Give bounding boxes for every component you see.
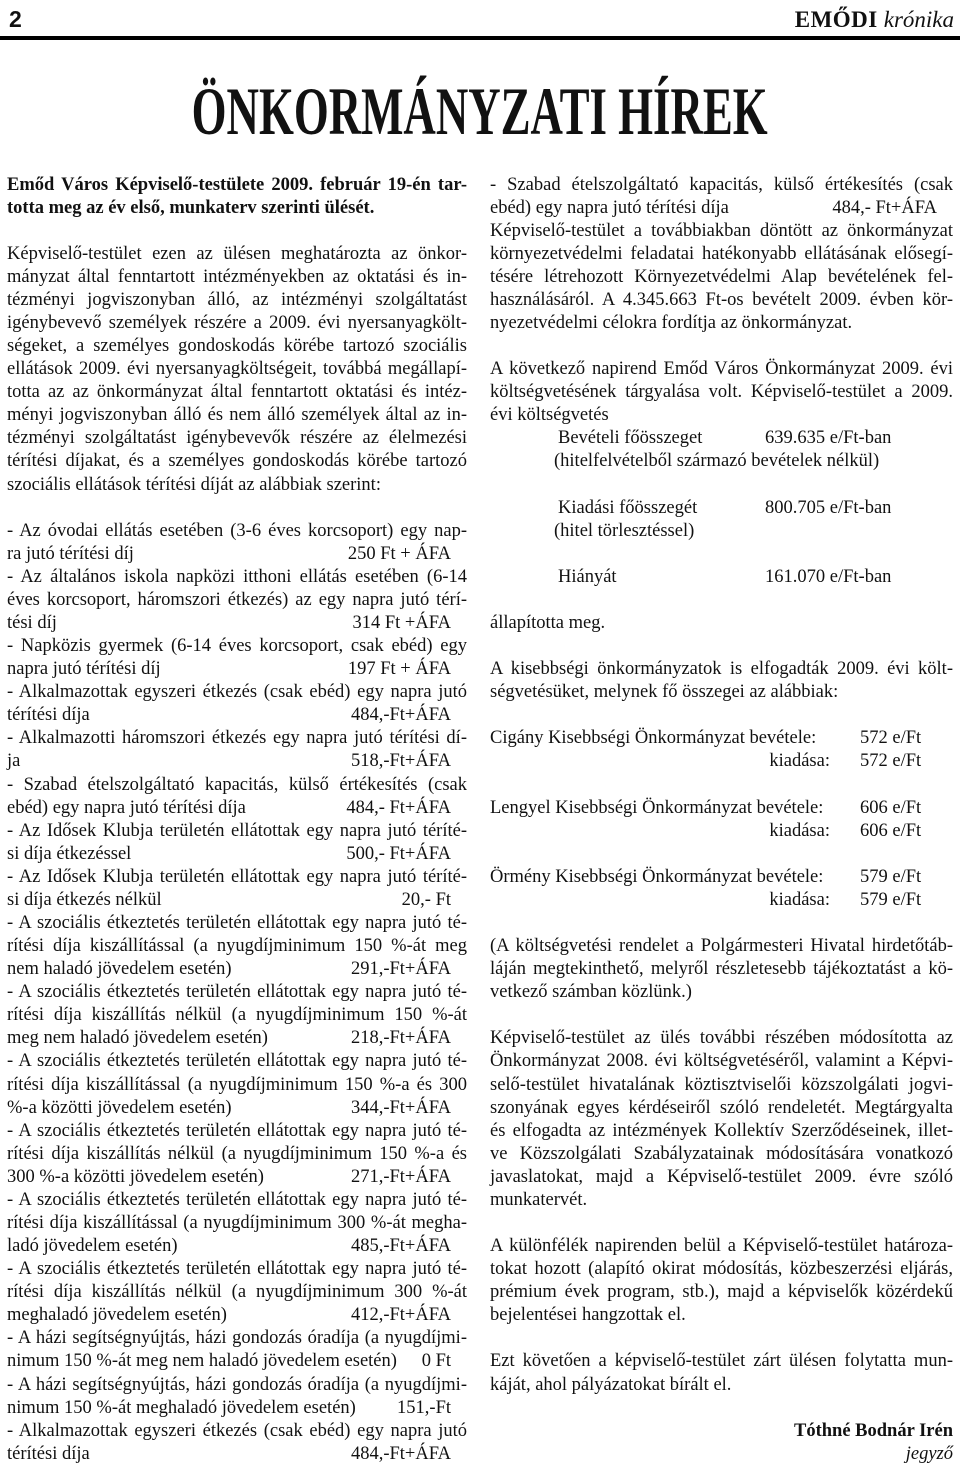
minority-expense-label: kiadása: <box>769 889 830 910</box>
text-line <box>7 381 467 404</box>
minority-expense-row <box>490 889 953 912</box>
text-line <box>7 1304 467 1327</box>
text-line <box>490 1304 953 1327</box>
fee-price: 412,-Ft+ÁFA <box>350 1305 451 1326</box>
page-title-text: ÖNKORMÁNYZATI HÍREK <box>192 73 768 149</box>
blank-line <box>490 1327 953 1350</box>
text-line <box>7 1443 467 1466</box>
line-text: (A költségvetési rendelet a Polgármesteri Hivatal hirdetőtáb- <box>490 936 953 957</box>
text-line <box>490 174 953 197</box>
signature-role-row <box>490 1443 953 1466</box>
text-line <box>7 1397 467 1420</box>
line-text: láján megtekinthető, melyről részletesebb tájékoztatást a kö- <box>490 959 953 980</box>
fee-text: ladó jövedelem esetén) <box>7 1236 178 1257</box>
fee-text: - Az általános iskola napközi itthoni ellátás esetében (6-14 <box>7 566 467 587</box>
line-text: káját, ahol pályázatokat bírált el. <box>490 1374 732 1395</box>
fee-price: 291,-Ft+ÁFA <box>350 959 451 980</box>
line-text: ellátások 2009. évi nyersanyagköltségeit, továbbá megállapí- <box>7 359 467 380</box>
minority-income-value: 572 e/Ft <box>860 728 922 749</box>
line-text: prémium évek program, stb.), majd a képviselők közérdekű <box>490 1282 953 1303</box>
minority-income-value: 606 e/Ft <box>860 797 922 818</box>
text-line <box>7 727 467 750</box>
text-line <box>7 820 467 843</box>
line-text: Képviselő-testület a továbbiakban döntött az önkormányzat <box>490 220 953 241</box>
text-line <box>7 843 467 866</box>
text-line <box>490 358 953 381</box>
line-text: Ezt követően a képviselő-testület zárt ülésen folytatta mun- <box>490 1351 953 1372</box>
fee-item <box>7 866 467 912</box>
text-line <box>7 243 467 266</box>
fee-text: rítési díja kiszállítás nélkül (a nyugdíjminimum 300 %-át <box>7 1282 467 1303</box>
text-line <box>7 635 467 658</box>
line-text: tézményi jogviszonyban álló, az intézményi szolgáltatást <box>7 289 467 310</box>
line-text: totta meg az év első, munkaterv szerinti ülését. <box>7 197 375 218</box>
text-line <box>7 1097 467 1120</box>
fee-text: rítési díja kiszállítás nélkül (a nyugdíjminimum 150 %-a és <box>7 1143 467 1164</box>
fee-text: ra jutó térítési díj <box>7 543 134 564</box>
text-line <box>490 1235 953 1258</box>
closed-session-paragraph <box>490 1350 953 1396</box>
text-line <box>490 1166 953 1189</box>
text-line <box>490 1374 953 1397</box>
text-line <box>7 566 467 589</box>
text-line <box>7 197 467 220</box>
blank-line <box>490 474 953 497</box>
fee-text: ebéd) egy napra jutó térítési díja <box>7 797 246 818</box>
line-text: térítési díjakat, és a személyes gondoskodás körébe tartozó <box>7 451 467 472</box>
budget-deficit-row <box>490 566 953 589</box>
text-line <box>7 335 467 358</box>
minority-income-value: 579 e/Ft <box>860 866 922 887</box>
fee-text: - Napközis gyermek (6-14 éves korcsoport, csak ebéd) egy <box>7 636 467 657</box>
fee-price: 344,-Ft+ÁFA <box>350 1097 451 1118</box>
minority-expense-label: kiadása: <box>769 820 830 841</box>
fee-item <box>7 681 467 727</box>
budget-closing <box>490 612 953 635</box>
fee-text: napra jutó térítési díj <box>7 659 161 680</box>
text-line <box>490 958 953 981</box>
blank-line <box>490 635 953 658</box>
text-line <box>490 1281 953 1304</box>
text-line <box>7 474 467 497</box>
fee-item <box>7 635 467 681</box>
fee-text: - A szociális étkeztetés területén ellátottak egy napra jutó té- <box>7 913 467 933</box>
fee-text: meg nem haladó jövedelem esetén) <box>7 1028 268 1049</box>
fee-item <box>7 1189 467 1258</box>
text-line <box>490 1074 953 1097</box>
minority-income-row <box>490 866 953 889</box>
text-line <box>490 1097 953 1120</box>
fee-price: 218,-Ft+ÁFA <box>350 1028 451 1049</box>
header-rule <box>0 36 960 40</box>
line-text: évi költségvetés <box>490 405 609 426</box>
text-line <box>7 358 467 381</box>
fee-item <box>7 727 467 773</box>
line-text: igénybevevő személyek részére a 2009. évi nyersanyagkölt- <box>7 312 467 333</box>
fee-price: 484,- Ft+ÁFA <box>346 797 451 818</box>
signatory-name: Tóthné Bodnár Irén <box>794 1420 953 1441</box>
fee-text: térítési díja <box>7 705 90 726</box>
fee-text: ebéd) egy napra jutó térítési díja <box>490 197 729 218</box>
budget-expense-value: 800.705 e/Ft-ban <box>765 497 892 518</box>
line-text: tokat hozott (alapító okirat módosítás, közbeszerzési eljárás, <box>490 1259 953 1280</box>
line-text: munkatervét. <box>490 1189 588 1210</box>
fee-text: - A szociális étkeztetés területén ellátottak egy napra jutó té- <box>7 1120 467 1141</box>
fee-price: 271,-Ft+ÁFA <box>350 1166 451 1187</box>
fee-text: - A szociális étkeztetés területén ellátottak egy napra jutó té- <box>7 982 467 1003</box>
fee-price: 484,-Ft+ÁFA <box>350 705 451 726</box>
fee-text: - Alkalmazottak egyszeri étkezés (csak ebéd) egy napra jutó <box>7 1420 467 1441</box>
fee-text: tési díj <box>7 612 57 633</box>
line-text: bejelentései hangzottak el. <box>490 1305 686 1326</box>
line-text: környezetvédelmi feladatai hatékonyabb ellátásának elősegí- <box>490 243 953 264</box>
fee-text: meghaladó jövedelem esetén) <box>7 1305 227 1326</box>
budget-expense-row <box>490 497 953 520</box>
text-line <box>490 681 953 704</box>
fee-text: 300 %-a közötti jövedelem esetén) <box>7 1166 264 1187</box>
line-text: Emőd Város Képviselő-testülete 2009. február 19-én tar- <box>7 174 467 195</box>
line-text: Képviselő-testület az ülés további részében módosította az <box>490 1028 953 1049</box>
text-line <box>7 681 467 704</box>
blank-line <box>490 912 953 935</box>
text-line <box>490 404 953 427</box>
fee-price: 485,-Ft+ÁFA <box>350 1236 451 1257</box>
fee-item <box>7 774 467 820</box>
budget-deficit-value: 161.070 e/Ft-ban <box>765 566 892 587</box>
blank-line <box>490 843 953 866</box>
text-line <box>490 981 953 1004</box>
blank-line <box>490 1004 953 1027</box>
budget-revenue-note-text: (hitelfelvételből származó bevételek nélkül) <box>554 451 880 472</box>
brand-name: EMŐDI <box>794 7 878 32</box>
fee-text: - Szabad ételszolgáltató kapacitás, külső értékesítés (csak <box>7 774 467 795</box>
fee-price: 314 Ft +ÁFA <box>352 612 451 633</box>
right-column <box>490 174 953 1466</box>
fee-text: éves korcsoport, háromszori étkezés) az egy napra jutó térí- <box>7 589 467 610</box>
page-number: 2 <box>9 6 22 32</box>
line-text: szonyának egyes kérdéseiről szóló rendeletét. Megtárgyalta <box>490 1097 953 1118</box>
text-line <box>490 1050 953 1073</box>
minority-income-row <box>490 797 953 820</box>
fee-price: 500,- Ft+ÁFA <box>346 843 451 864</box>
text-line <box>7 1327 467 1350</box>
left-column <box>7 174 467 1466</box>
text-line <box>7 704 467 727</box>
line-text: ve Közszolgálati Szabályzatainak módosítására vonatkozó <box>490 1143 953 1164</box>
text-line <box>7 981 467 1004</box>
minority-expense-value: 572 e/Ft <box>860 751 922 772</box>
text-line <box>7 935 467 958</box>
fee-text: si díja étkezés nélkül <box>7 889 162 910</box>
fee-text: rítési díja kiszállítással (a nyugdíjminimum 150 %-a és 300 <box>7 1074 467 1095</box>
fee-text: rítési díja kiszállítással (a nyugdíjminimum 300 %-át megha- <box>7 1213 467 1234</box>
text-line <box>7 1004 467 1027</box>
budget-deficit-label: Hiányát <box>558 566 617 587</box>
text-line <box>7 1374 467 1397</box>
text-line <box>7 1189 467 1212</box>
line-text: javaslatokat, majd a Képviselő-testület 2009. évre szóló <box>490 1166 953 1187</box>
text-line <box>7 866 467 889</box>
line-text: A kisebbségi önkormányzatok is elfogadták 2009. évi költ- <box>490 659 953 680</box>
text-line <box>7 1027 467 1050</box>
fee-item <box>7 566 467 635</box>
budget-expense-note <box>490 520 953 543</box>
line-text: ményi jogviszonyban álló és nem álló személyek által az in- <box>7 405 467 426</box>
fee-text: - A szociális étkeztetés területén ellátottak egy napra jutó té- <box>7 1051 467 1072</box>
notice-paragraph <box>490 935 953 1004</box>
line-text: költségvetésének tárgyalása volt. Képviselő-testület a 2009. <box>490 382 953 403</box>
minority-expense-row <box>490 750 953 773</box>
text-line <box>7 266 467 289</box>
text-line <box>490 220 953 243</box>
budget-revenue-value: 639.635 e/Ft-ban <box>765 428 892 449</box>
text-line <box>490 381 953 404</box>
line-text: szociális ellátások térítési díját az alábbiak szerint: <box>7 474 381 495</box>
blank-line <box>490 1212 953 1235</box>
fee-text: - A szociális étkeztetés területén ellátottak egy napra jutó té- <box>7 1259 467 1280</box>
text-line <box>7 658 467 681</box>
line-text: A különfélék napirenden belül a Képviselő-testület határoza- <box>490 1236 953 1257</box>
text-line <box>7 797 467 820</box>
text-line <box>7 1120 467 1143</box>
minority-income-row <box>490 727 953 750</box>
blank-line <box>7 497 467 520</box>
budget-expense-note-text: (hitel törlesztéssel) <box>554 520 695 541</box>
text-line <box>7 750 467 773</box>
text-line <box>7 450 467 473</box>
line-text: használásáról. A 4.345.663 Ft-os bevételt 2009. évben kör- <box>490 289 953 310</box>
fee-text: - Alkalmazottak egyszeri étkezés (csak ebéd) egy napra jutó <box>7 682 467 703</box>
fee-item <box>7 520 467 566</box>
minority-income-label: Lengyel Kisebbségi Önkormányzat bevétele: <box>490 797 824 818</box>
line-text: Képviselő-testület ezen az ülésen meghatározta az önkor- <box>7 243 467 264</box>
budget-revenue-label: Bevételi főösszeget <box>558 428 703 449</box>
text-line <box>7 1212 467 1235</box>
page-title <box>0 73 960 149</box>
text-line <box>7 774 467 797</box>
fee-text: rítési díja kiszállítással (a nyugdíjminimum 150 %-át meg <box>7 936 467 957</box>
line-text: tésére létrehozott Környezetvédelmi Alap bevételének fel- <box>490 266 953 287</box>
text-line <box>490 1189 953 1212</box>
text-line <box>490 1027 953 1050</box>
text-line <box>7 1420 467 1443</box>
text-line <box>490 1258 953 1281</box>
text-line <box>7 1143 467 1166</box>
fee-text: - A házi segítségnyújtás, házi gondozás óradíja (a nyugdíjmi- <box>7 1374 467 1395</box>
session-paragraph <box>490 1027 953 1212</box>
text-line <box>490 658 953 681</box>
text-line <box>7 1166 467 1189</box>
blank-line <box>490 704 953 727</box>
fee-text: nem haladó jövedelem esetén) <box>7 959 232 980</box>
text-line <box>7 289 467 312</box>
text-line <box>7 404 467 427</box>
intro-paragraph <box>7 174 467 220</box>
fee-text: - Szabad ételszolgáltató kapacitás, külső értékesítés (csak <box>490 174 953 195</box>
fee-item <box>7 1258 467 1327</box>
text-line <box>7 1281 467 1304</box>
fee-item <box>7 820 467 866</box>
fee-text: nimum 150 %-át meg nem haladó jövedelem esetén) <box>7 1351 397 1372</box>
minority-income-label: Örmény Kisebbségi Önkormányzat bevétele: <box>490 866 824 887</box>
minority-expense-value: 606 e/Ft <box>860 820 922 841</box>
fee-price: 20,- Ft <box>401 889 451 910</box>
fee-text: - Az Idősek Klubja területén ellátottak egy napra jutó téríté- <box>7 820 467 841</box>
line-text: nyezetvédelmi célokra fordítja az önkormányzat. <box>490 312 853 333</box>
line-text: totta az az önkormányzat által fenntartott oktatási és intéz- <box>7 382 467 403</box>
line-text: Önkormányzat 2008. évi költségvetéséről, valamint a Képvi- <box>490 1051 953 1072</box>
fee-price: 518,-Ft+ÁFA <box>350 751 451 772</box>
blank-line <box>490 774 953 797</box>
brand-subtitle: krónika <box>883 7 954 32</box>
environment-paragraph <box>490 220 953 335</box>
minority-expense-label: kiadása: <box>769 751 830 772</box>
line-text: mányzat által fenntartott intézményekben az oktatási és in- <box>7 266 467 287</box>
budget-revenue-note <box>490 450 953 473</box>
fee-item <box>7 1327 467 1373</box>
fee-text: - A szociális étkeztetés területén ellátottak egy napra jutó té- <box>7 1189 467 1210</box>
text-line <box>7 1235 467 1258</box>
fee-text: - A házi segítségnyújtás, házi gondozás óradíja (a nyugdíjmi- <box>7 1328 467 1349</box>
text-line <box>490 1350 953 1373</box>
text-line <box>7 174 467 197</box>
misc-paragraph <box>490 1235 953 1327</box>
fee-price: 151,-Ft <box>397 1397 451 1418</box>
fee-text: nimum 150 %-át meghaladó jövedelem esetén) <box>7 1397 356 1418</box>
budget-expense-label: Kiadási főösszegét <box>558 497 698 518</box>
text-line <box>7 543 467 566</box>
text-line <box>490 266 953 289</box>
fee-price: 0 Ft <box>421 1351 451 1372</box>
minority-expense-value: 579 e/Ft <box>860 889 922 910</box>
fee-price: 250 Ft + ÁFA <box>347 543 451 564</box>
minority-intro <box>490 658 953 704</box>
text-line <box>7 912 467 935</box>
blank-line <box>490 1397 953 1420</box>
blank-line <box>490 589 953 612</box>
fee-item <box>7 912 467 981</box>
fee-item <box>7 1374 467 1420</box>
fee-text: %-a közötti jövedelem esetén) <box>7 1097 232 1118</box>
fee-price: 484,- Ft+ÁFA <box>832 197 937 218</box>
fee-text: - Az Idősek Klubja területén ellátottak egy napra jutó téríté- <box>7 866 467 887</box>
fee-text: - Az óvodai ellátás esetében (3-6 éves korcsoport) egy nap- <box>7 520 467 541</box>
budget-revenue-row <box>490 427 953 450</box>
fee-price: 197 Ft + ÁFA <box>347 659 451 680</box>
text-line <box>490 935 953 958</box>
text-line <box>7 520 467 543</box>
minority-income-label: Cigány Kisebbségi Önkormányzat bevétele: <box>490 728 817 749</box>
blank-line <box>7 220 467 243</box>
line-text: ségvetésüket, melynek fő összegei az alábbiak: <box>490 682 839 703</box>
fee-item <box>7 1050 467 1119</box>
line-text: tézményi szolgáltatást igénybevevők részére az élelmezési <box>7 428 467 449</box>
text-line <box>490 1120 953 1143</box>
text-line <box>7 312 467 335</box>
fee-text: si díja étkezéssel <box>7 843 132 864</box>
text-line <box>490 1143 953 1166</box>
text-line <box>7 889 467 912</box>
blank-line <box>490 543 953 566</box>
line-text: ségeket, a személyes gondoskodás körébe tartozó szociális <box>7 336 467 357</box>
fee-text: - Alkalmazotti háromszori étkezés egy napra jutó térítési dí- <box>7 728 467 749</box>
text-line <box>7 1350 467 1373</box>
line-text: és elfogadta az intézmények Kollektív Szerződéseinek, illet- <box>490 1120 953 1141</box>
signatory-role: jegyző <box>905 1443 953 1464</box>
fee-text: térítési díja <box>7 1443 90 1464</box>
text-line <box>490 243 953 266</box>
text-line <box>490 289 953 312</box>
fee-item <box>7 1420 467 1466</box>
fee-price: 484,-Ft+ÁFA <box>350 1443 451 1464</box>
text-line <box>7 958 467 981</box>
text-line <box>490 312 953 335</box>
masthead-brand <box>795 6 954 34</box>
text-line <box>7 1258 467 1281</box>
signature-name-row <box>490 1420 953 1443</box>
blank-line <box>490 335 953 358</box>
fee-text: rítési díja kiszállítás nélkül (a nyugdíjminimum 150 %-át <box>7 1005 467 1026</box>
fee-text: ja <box>7 751 21 772</box>
line-text: vetkező számban közlünk.) <box>490 982 692 1003</box>
line-text: selő-testület hivatalának köztisztviselői közszolgálati jogvi- <box>490 1074 953 1095</box>
budget-intro <box>490 358 953 427</box>
text-line <box>7 589 467 612</box>
fee-item <box>7 981 467 1050</box>
fee-item <box>7 1120 467 1189</box>
text-line <box>7 1050 467 1073</box>
line-text: A következő napirend Emőd Város Önkormányzat 2009. évi <box>490 359 953 380</box>
budget-closing-text: állapította meg. <box>490 612 606 633</box>
body-paragraph <box>7 243 467 497</box>
text-line <box>490 197 953 220</box>
text-line <box>7 1074 467 1097</box>
minority-expense-row <box>490 820 953 843</box>
text-line <box>7 427 467 450</box>
text-line <box>7 612 467 635</box>
fee-item <box>490 174 953 220</box>
